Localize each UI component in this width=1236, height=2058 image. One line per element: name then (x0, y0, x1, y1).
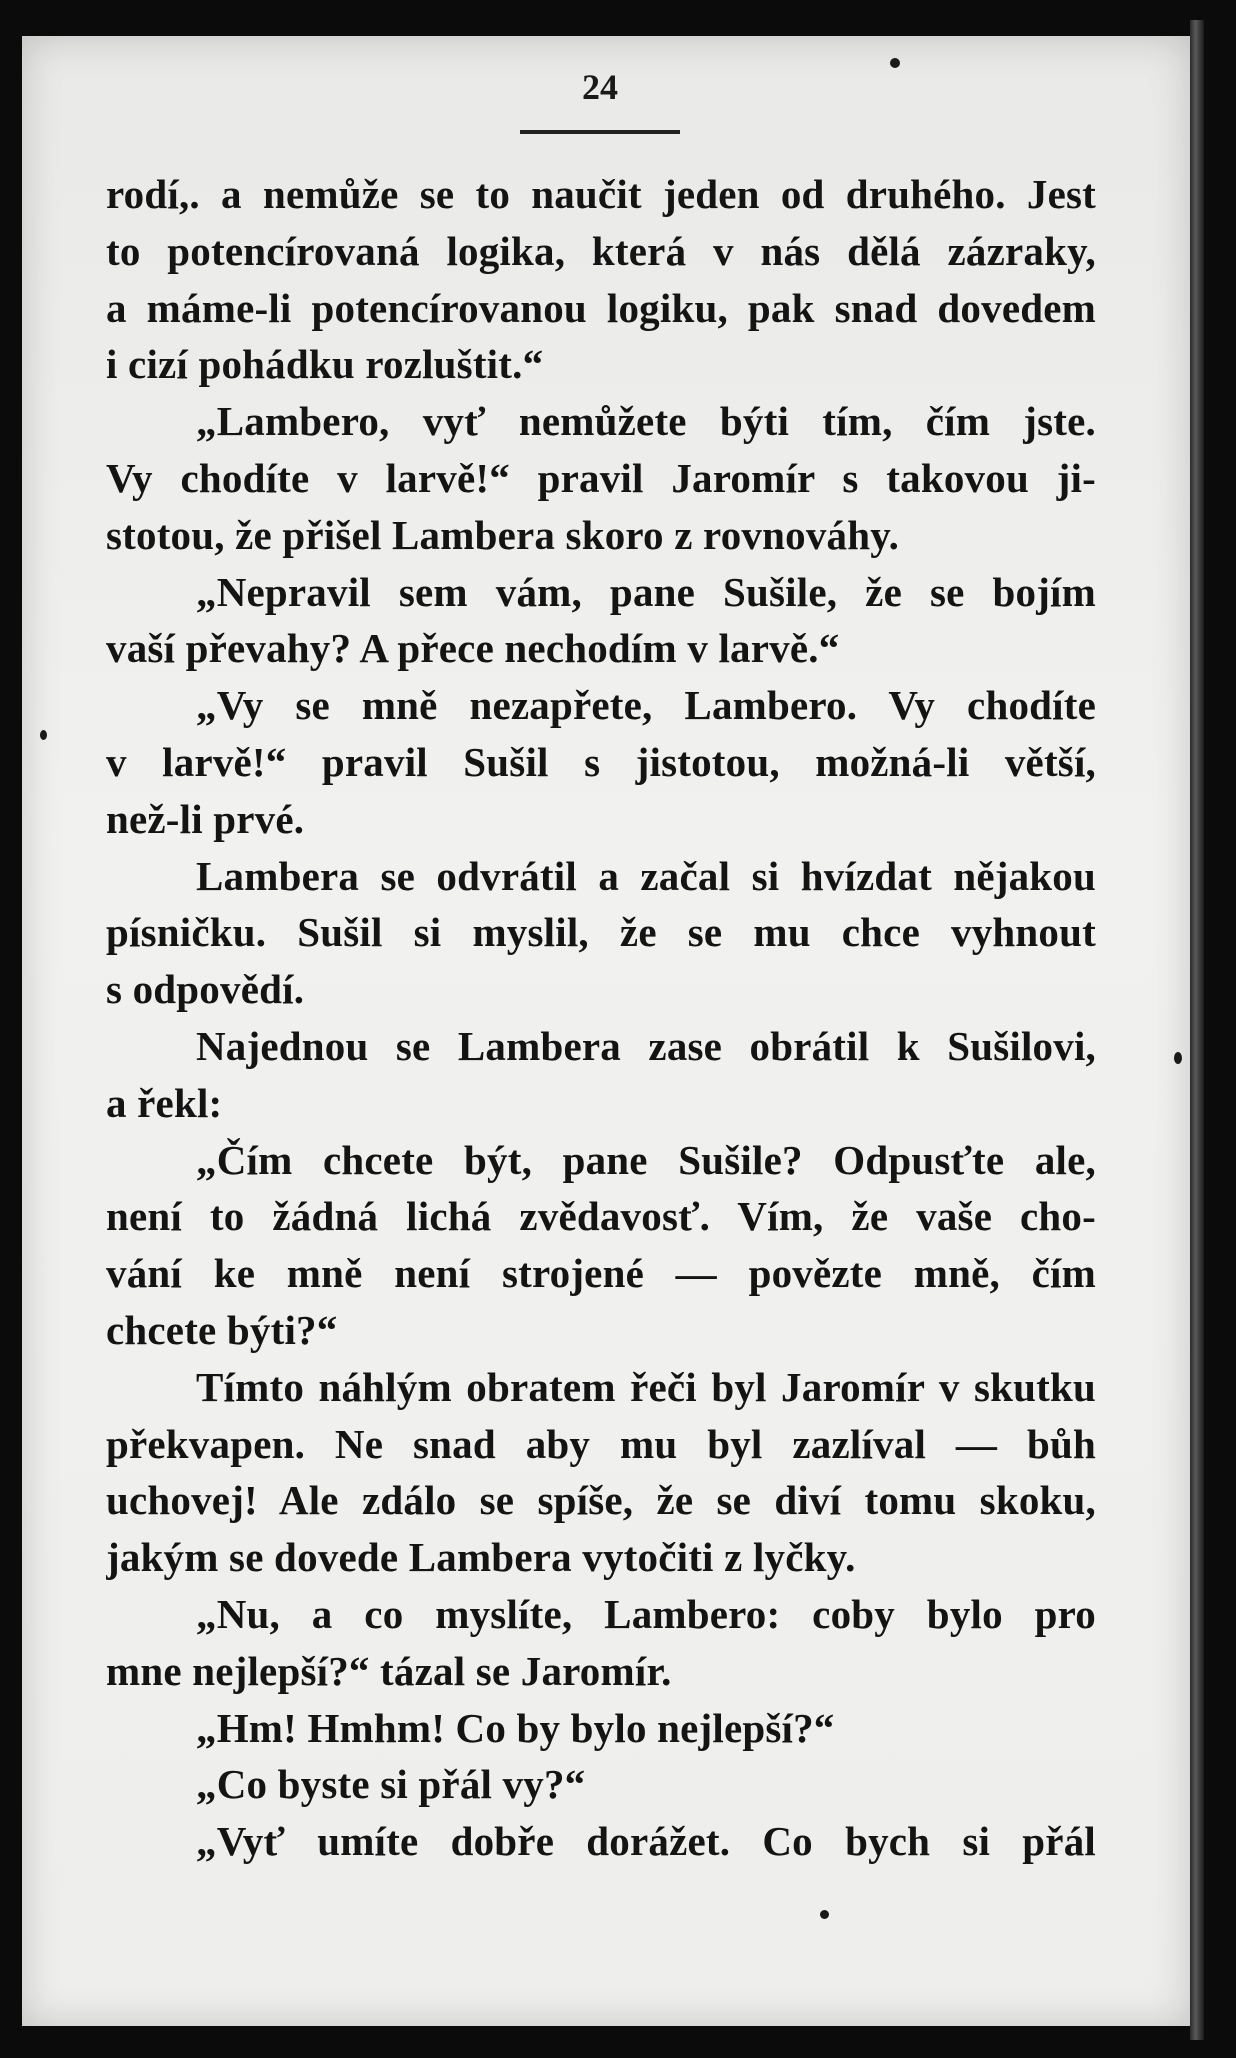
page-edge (1190, 20, 1204, 2040)
text-line: Lambera se odvrátil a začal si hvízdat nějakou (196, 852, 1096, 899)
text-line: vání ke mně není strojené — povězte mně, čím (106, 1250, 1096, 1297)
ink-speck (890, 58, 900, 68)
text-line: „Vyť umíte dobře dorážet. Co bych si přál (196, 1818, 1096, 1865)
text-line: to potencírovaná logika, která v nás dělá zázraky, (106, 227, 1096, 274)
text-line: překvapen. Ne snad aby mu byl zazlíval — bůh (106, 1420, 1096, 1467)
header-rule (520, 130, 680, 134)
ink-speck (1174, 1052, 1182, 1064)
text-line: „Lambero, vyť nemůžete býti tím, čím jste. (196, 398, 1096, 445)
text-line: „Nepravil sem vám, pane Sušile, že se bojím (196, 568, 1096, 615)
text-line: než-li prvé. (106, 795, 305, 842)
page-number: 24 (582, 67, 618, 107)
text-line: rodí,. a nemůže se to naučit jeden od druhého. Jest (106, 171, 1096, 217)
text-line: i cizí pohádku rozluštit.“ (106, 341, 544, 388)
text-line: a řekl: (106, 1079, 223, 1126)
text-line: vaší převahy? A přece nechodím v larvě.“ (106, 625, 840, 672)
text-line: chcete býti?“ (106, 1306, 338, 1353)
text-line: Najednou se Lambera zase obrátil k Sušilovi, (196, 1022, 1096, 1069)
text-line: Vy chodíte v larvě!“ pravil Jaromír s takovou ji- (106, 454, 1096, 501)
text-line: „Hm! Hmhm! Co by bylo nejlepší?“ (196, 1704, 835, 1751)
text-line: a máme-li potencírovanou logiku, pak snad dovedem (106, 284, 1096, 331)
text-line: Tímto náhlým obratem řeči byl Jaromír v skutku (196, 1363, 1096, 1410)
ink-speck (820, 1910, 829, 1919)
body-text (106, 166, 1096, 1870)
text-line: s odpovědí. (106, 966, 305, 1013)
text-line: uchovej! Ale zdálo se spíše, že se diví tomu skoku, (106, 1477, 1096, 1524)
ink-speck (40, 730, 47, 740)
text-line: mne nejlepší?“ tázal se Jaromír. (106, 1647, 672, 1694)
text-line: „Čím chcete být, pane Sušile? Odpusťte ale, (196, 1136, 1096, 1183)
text-line: „Co byste si přál vy?“ (196, 1761, 586, 1808)
text-line: písničku. Sušil si myslil, že se mu chce vyhnout (106, 909, 1096, 956)
text-line: „Vy se mně nezapřete, Lambero. Vy chodíte (196, 682, 1096, 729)
text-line: stotou, že přišel Lambera skoro z rovnováhy. (106, 511, 900, 558)
text-line: v larvě!“ pravil Sušil s jistotou, možná-li větší, (106, 738, 1096, 785)
text-line: „Nu, a co myslíte, Lambero: coby bylo pro (196, 1590, 1096, 1637)
text-line: jakým se dovede Lambera vytočiti z lyčky. (106, 1534, 856, 1581)
text-line: není to žádná lichá zvědavosť. Vím, že vaše cho- (106, 1193, 1096, 1240)
